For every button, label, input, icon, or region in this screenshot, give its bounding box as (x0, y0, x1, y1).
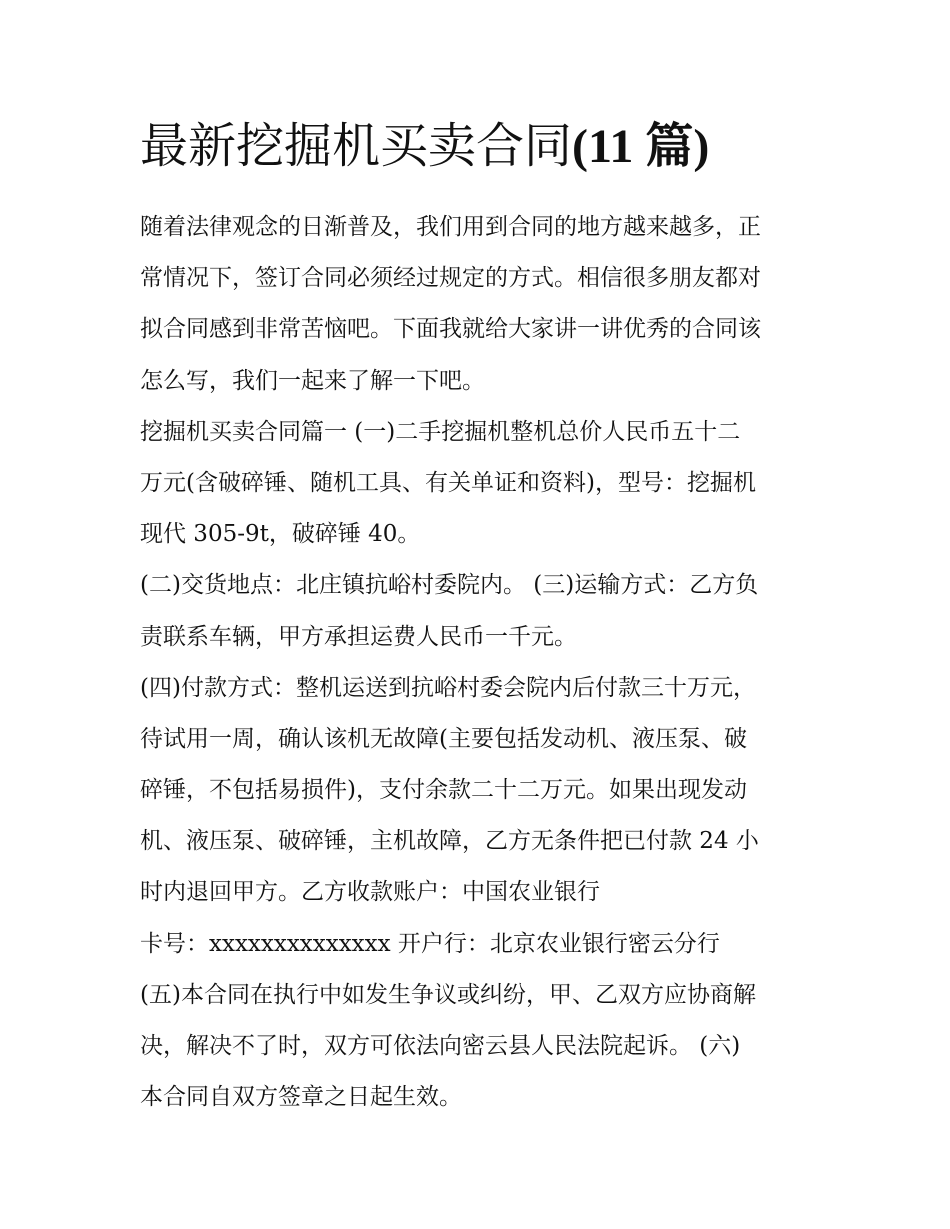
text-line: 怎么写，我们一起来了解一下吧。 (140, 367, 485, 394)
document-title (140, 114, 820, 179)
text-line: 常情况下，签订合同必须经过规定的方式。相信很多朋友都对 (140, 265, 761, 292)
text-line: 责联系车辆，甲方承担运费人民币一千元。 (140, 623, 577, 650)
text-line: (五)本合同在执行中如发生争议或纠纷，甲、乙双方应协商解 (140, 981, 756, 1008)
text-line: 随着法律观念的日渐普及，我们用到合同的地方越来越多，正 (140, 214, 761, 240)
text-line: 时内退回甲方。乙方收款账户：中国农业银行 (140, 879, 600, 906)
text-line: 待试用一周，确认该机无故障(主要包括发动机、液压泵、破 (140, 725, 747, 752)
document-body (140, 202, 812, 1123)
text-line: 机、液压泵、破碎锤，主机故障，乙方无条件把已付款 24 小 (140, 828, 759, 855)
text-line: 碎锤，不包括易损件)，支付余款二十二万元。如果出现发动 (140, 777, 747, 804)
text-line: 拟合同感到非常苦恼吧。下面我就给大家讲一讲优秀的合同该 (140, 316, 761, 343)
text-line: 决，解决不了时，双方可依法向密云县人民法院起诉。 (六) (140, 1033, 741, 1059)
text-line: (四)付款方式：整机运送到抗峪村委会院内后付款三十万元， (140, 674, 756, 701)
text-line: 现代 305-9t，破碎锤 40。 (140, 521, 421, 548)
title-suffix: (11 篇) (572, 120, 710, 173)
title-main: 最新挖掘机买卖合同 (140, 118, 573, 174)
text-line: (二)交货地点：北庄镇抗峪村委院内。 (三)运输方式：乙方负 (140, 572, 759, 599)
text-line: 万元(含破碎锤、随机工具、有关单证和资料)，型号：挖掘机 (140, 469, 756, 496)
text-line: 本合同自双方签章之日起生效。 (140, 1084, 462, 1111)
text-line: 卡号：xxxxxxxxxxxxxx 开户行：北京农业银行密云分行 (140, 930, 720, 957)
text-line: 挖掘机买卖合同篇一 (一)二手挖掘机整机总价人民币五十二 (140, 418, 741, 445)
